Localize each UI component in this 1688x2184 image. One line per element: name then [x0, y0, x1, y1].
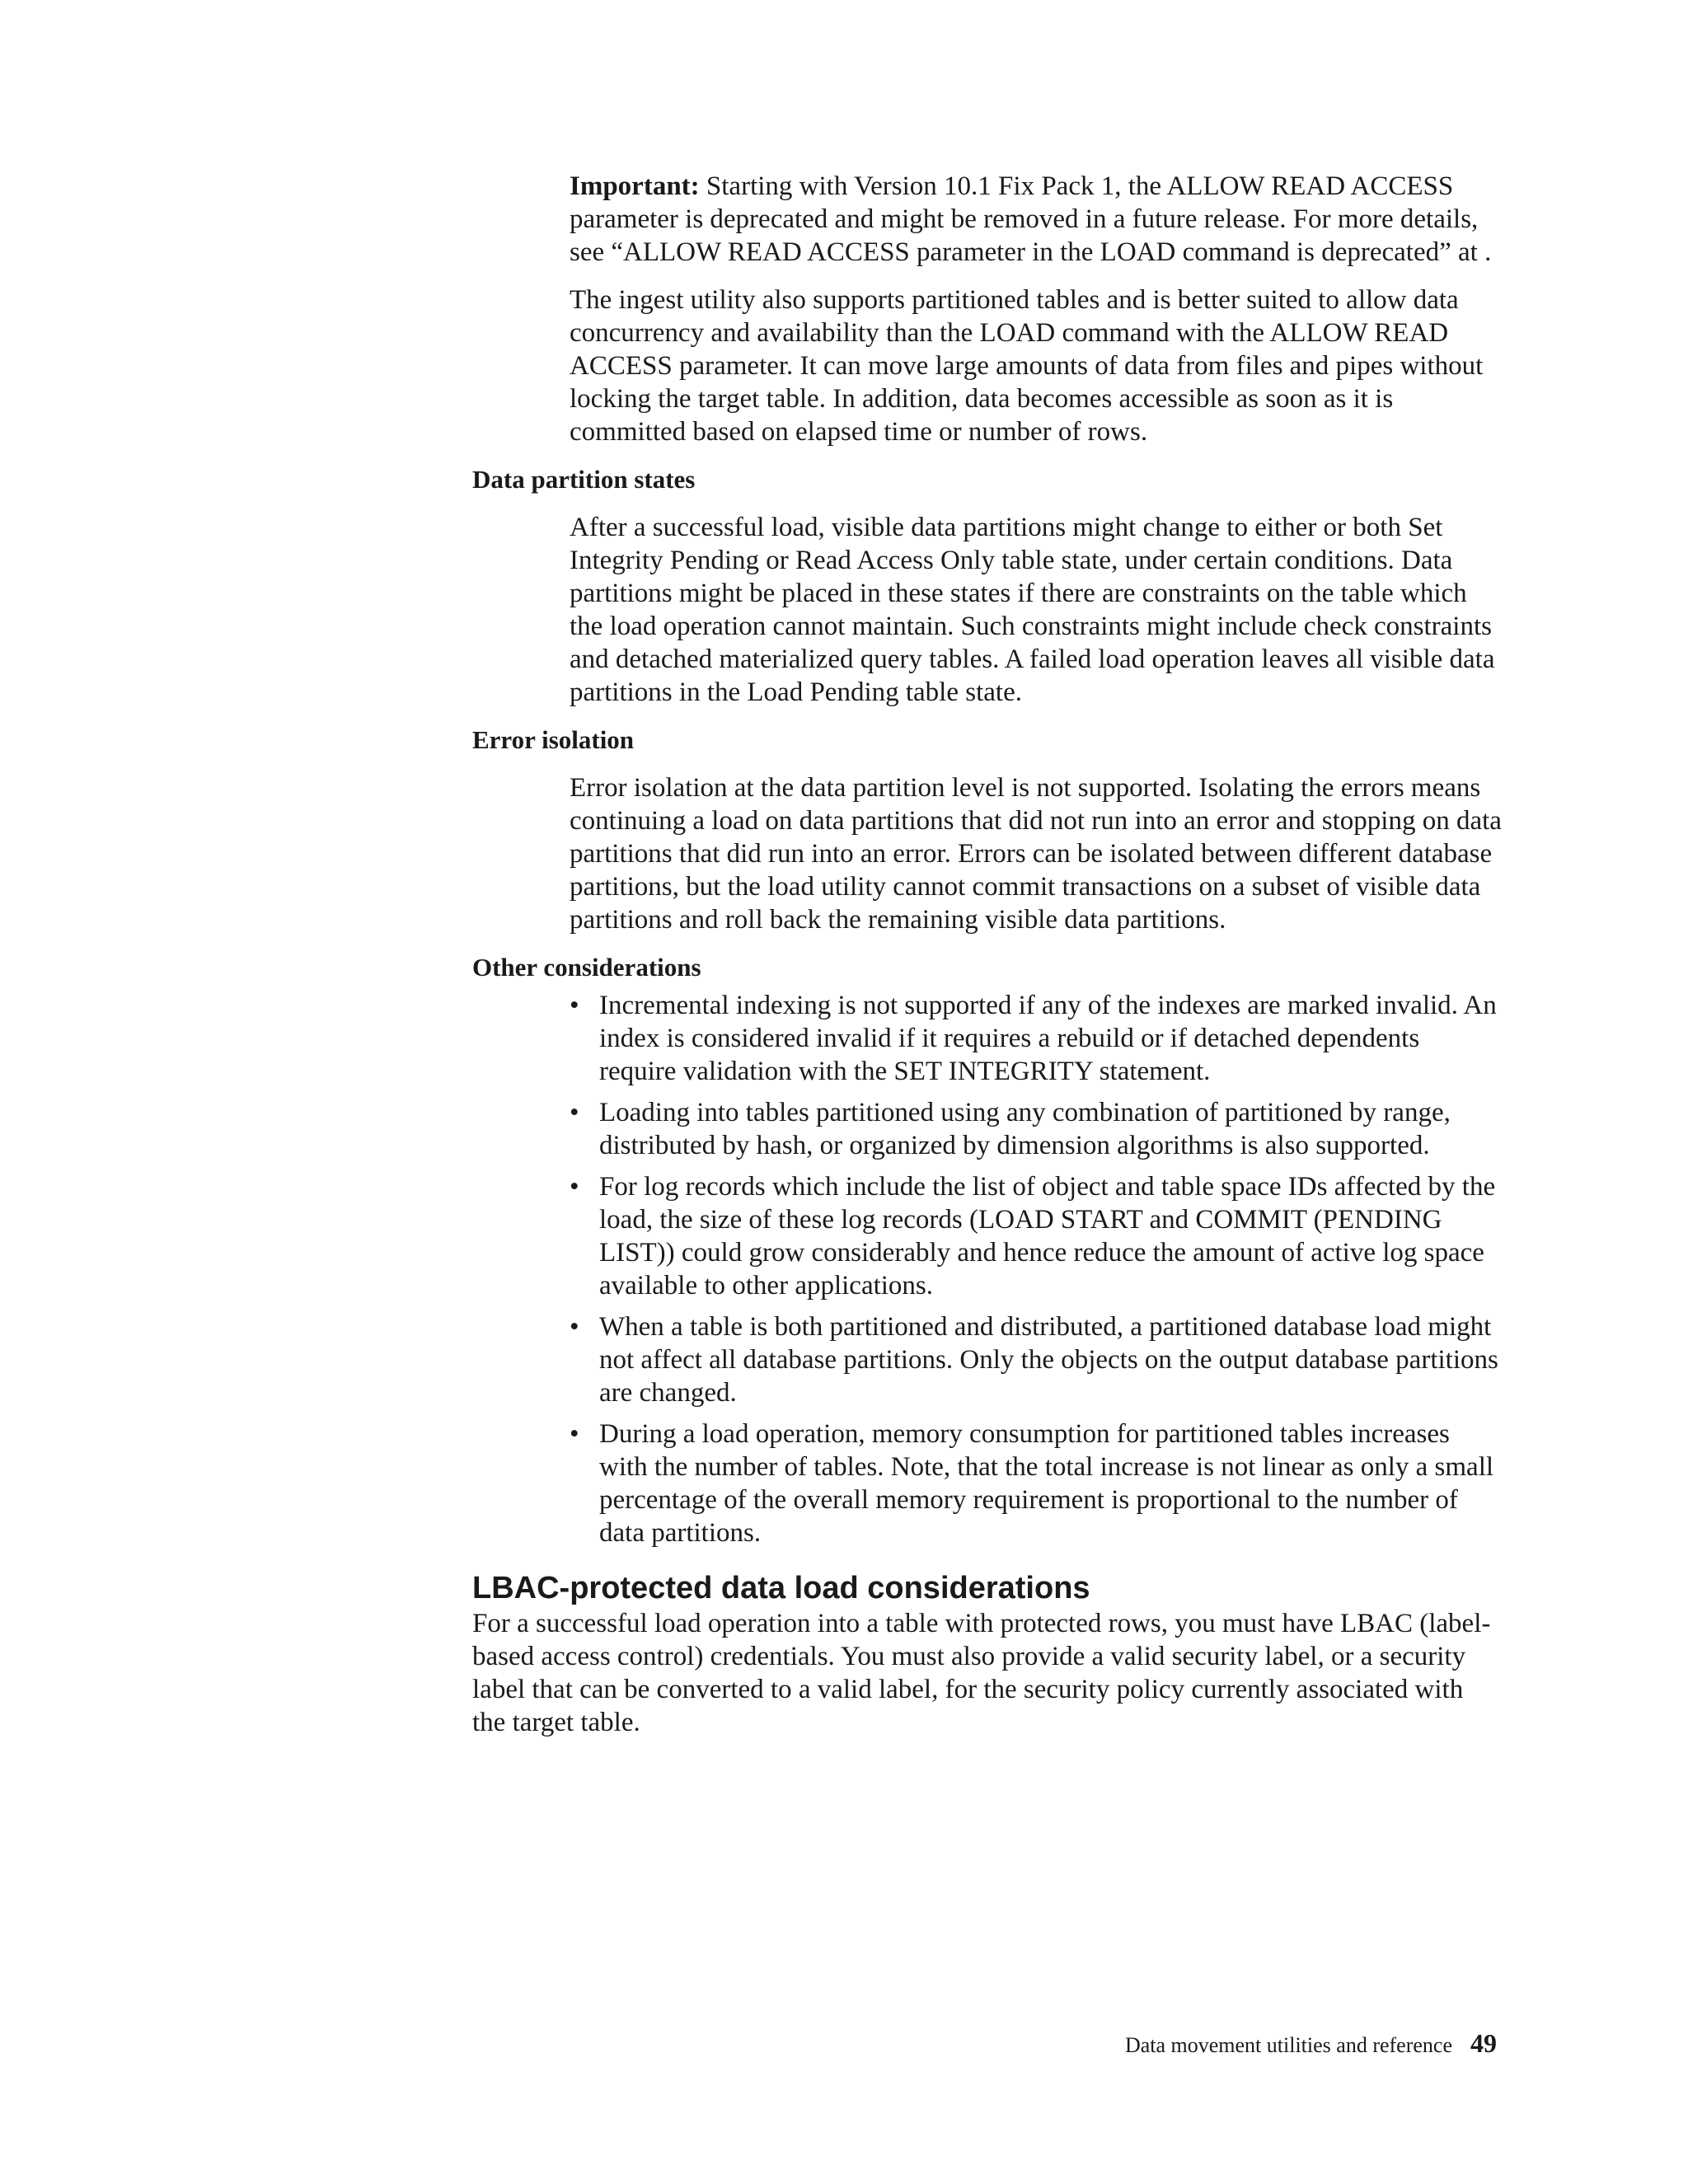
important-note-paragraph	[570, 170, 1503, 269]
term-other-considerations: Other considerations	[472, 953, 701, 982]
list-item-text: Loading into tables partitioned using any combination of partitioned by range, distributed by hash, or organized by dimension algorithms is also supported.	[599, 1098, 1451, 1160]
bullet-icon: •	[570, 1098, 579, 1127]
data-partition-states-text: After a successful load, visible data partitions might change to either or both Set Integrity Pending or Read Access Only table state, under certain conditions. Data partitions might be placed in these states if there are constraints on the table which the load operation cannot maintain. Such constraints might include check constraints and detached materialized query tables. A failed load operation leaves all visible data partitions in the Load Pending table state.	[570, 513, 1495, 707]
list-item	[570, 1310, 1503, 1409]
list-item	[570, 1170, 1503, 1302]
page-number: 49	[1470, 2028, 1497, 2058]
other-considerations-list	[570, 989, 1503, 1549]
term-data-partition-states: Data partition states	[472, 465, 696, 494]
definition-data-partition-states	[570, 511, 1503, 709]
bullet-icon: •	[570, 1419, 579, 1449]
bullet-icon: •	[570, 1172, 579, 1202]
page-content	[472, 170, 1503, 1739]
bullet-icon: •	[570, 1312, 579, 1342]
definition-error-isolation	[570, 771, 1503, 936]
list-item-text: For log records which include the list of object and table space IDs affected by the load, the size of these log records (LOAD START and COMMIT (PENDING LIST)) could grow considerably and hence reduce the amount of active log space available to other applications.	[599, 1172, 1496, 1301]
section-heading-lbac: LBAC-protected data load considerations	[472, 1571, 1090, 1605]
lbac-paragraph: For a successful load operation into a table with protected rows, you must have LBAC (label-based access control) credentials. You must also provide a valid security label, or a security label that can be converted to a valid label, for the security policy currently associated with the target table.	[472, 1609, 1491, 1737]
list-item	[570, 1096, 1503, 1162]
list-item-text: Incremental indexing is not supported if any of the indexes are marked invalid. An index is considered invalid if it requires a rebuild or if detached dependents require validation with the SET INTEGRITY statement.	[599, 991, 1497, 1086]
important-label: Important:	[570, 171, 700, 201]
page-footer	[1125, 2029, 1497, 2060]
ingest-paragraph-block	[570, 284, 1503, 448]
ingest-paragraph: The ingest utility also supports partitioned tables and is better suited to allow data concurrency and availability than the LOAD command with the ALLOW READ ACCESS parameter. It can move large amounts of data from files and pipes without locking the target table. In addition, data becomes accessible as soon as it is committed based on elapsed time or number of rows.	[570, 285, 1484, 447]
list-item-text: When a table is both partitioned and distributed, a partitioned database load might not affect all database partitions. Only the objects on the output database partitions are changed.	[599, 1312, 1498, 1408]
error-isolation-text: Error isolation at the data partition level is not supported. Isolating the errors means continuing a load on data partitions that did not run into an error and stopping on data partitions that did run into an error. Errors can be isolated between different database partitions, but the load utility cannot commit transactions on a subset of visible data partitions and roll back the remaining visible data partitions.	[570, 773, 1502, 935]
bullet-icon: •	[570, 991, 579, 1020]
important-note-text: Starting with Version 10.1 Fix Pack 1, the ALLOW READ ACCESS parameter is deprecated and might be removed in a future release. For more details, see “ALLOW READ ACCESS parameter in the LOAD command is deprecated” at .	[570, 171, 1492, 267]
list-item	[570, 989, 1503, 1088]
list-item	[570, 1418, 1503, 1549]
term-error-isolation: Error isolation	[472, 725, 635, 754]
footer-title: Data movement utilities and reference	[1124, 2033, 1452, 2057]
important-note	[570, 170, 1503, 269]
list-item-text: During a load operation, memory consumption for partitioned tables increases with the number of tables. Note, that the total increase is not linear as only a small percentage of the overall memory requirement is proportional to the number of data partitions.	[599, 1419, 1494, 1548]
